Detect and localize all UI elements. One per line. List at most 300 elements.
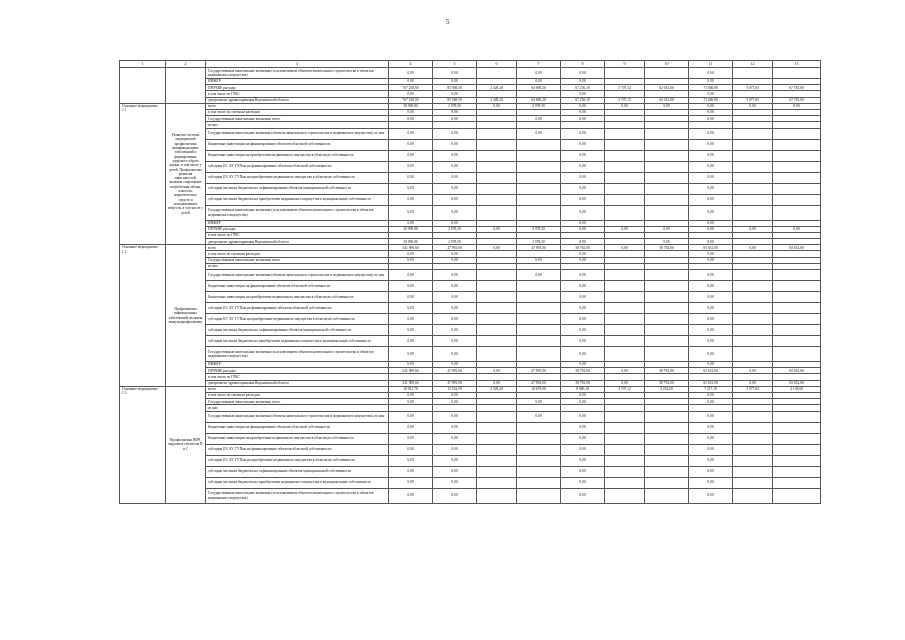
value-cell: [773, 325, 821, 336]
value-cell: 0,00: [433, 325, 477, 336]
table-row: [120, 270, 821, 281]
row-label: субсидии БУ, АУ, ГУПам на приобретение недвижимого имущества в областную собственность: [206, 455, 389, 466]
value-cell: [605, 444, 645, 455]
header-cell: 7: [517, 61, 561, 68]
value-cell: [605, 336, 645, 347]
header-cell: 11: [689, 61, 733, 68]
header-cell: 3: [206, 61, 389, 68]
value-cell: 0,00: [433, 109, 477, 115]
value-cell: 0,00: [389, 362, 433, 368]
value-cell: 10 679,00: [517, 386, 561, 392]
value-cell: 0,00: [433, 116, 477, 122]
table-row: [120, 172, 821, 183]
value-cell: [733, 336, 773, 347]
row-label: Государственные капитальные вложения (объекты капитального строительства и недвижимого имущества), из них: [206, 270, 389, 281]
value-cell: 73 460,80: [689, 97, 733, 103]
value-cell: [773, 150, 821, 161]
value-cell: 0,00: [689, 251, 733, 257]
value-cell: 0,00: [689, 161, 733, 172]
value-cell: 0,00: [689, 91, 733, 97]
value-cell: [517, 161, 561, 172]
value-cell: 0,00: [477, 245, 517, 251]
value-cell: 0,00: [773, 103, 821, 109]
value-cell: 0,00: [389, 292, 433, 303]
value-cell: [733, 325, 773, 336]
value-cell: 0,00: [389, 139, 433, 150]
header-cell: 6: [477, 61, 517, 68]
header-cell: 9: [605, 61, 645, 68]
value-cell: 2 328,20: [477, 85, 517, 91]
value-cell: 0,00: [389, 270, 433, 281]
value-cell: [477, 477, 517, 488]
value-cell: 0,00: [433, 477, 477, 488]
value-cell: 0,00: [433, 270, 477, 281]
value-cell: [733, 172, 773, 183]
value-cell: 0,00: [389, 91, 433, 97]
value-cell: [773, 139, 821, 150]
value-cell: 2 978,50: [517, 226, 561, 232]
row-label: Государственные капитальные вложения, всего: [206, 257, 389, 263]
row-label: в том числе по сметным расходам: [206, 109, 389, 115]
value-cell: [605, 292, 645, 303]
table-row: [120, 194, 821, 205]
value-cell: 5 707,12: [605, 97, 645, 103]
value-cell: 0,00: [689, 109, 733, 115]
value-cell: 0,00: [689, 281, 733, 292]
value-cell: 0,00: [433, 392, 477, 398]
value-cell: 0,00: [389, 172, 433, 183]
row-label: департамент здравоохранения Воронежской области: [206, 380, 389, 386]
value-cell: [645, 161, 689, 172]
page-number: 5: [446, 18, 450, 26]
value-cell: [645, 411, 689, 422]
value-cell: [477, 161, 517, 172]
value-cell: 0,00: [561, 433, 605, 444]
value-cell: [733, 422, 773, 433]
value-cell: [517, 325, 561, 336]
row-label: Государственные капитальные вложения (за исключением объектов капитального строительства и объектов недвижимого имущества): [206, 347, 389, 362]
header-cell: 5: [433, 61, 477, 68]
value-cell: 767 238,50: [389, 85, 433, 91]
value-cell: [517, 477, 561, 488]
value-cell: 0,00: [561, 257, 605, 263]
row-label: Бюджетные инвестиции на приобретение недвижимого имущества в областную собственность: [206, 292, 389, 303]
value-cell: 0,00: [605, 226, 645, 232]
row-label: субсидии БУ, АУ, ГУПам на финансирование объектов областной собственности: [206, 444, 389, 455]
value-cell: [733, 411, 773, 422]
value-cell: [733, 270, 773, 281]
value-cell: [645, 205, 689, 220]
row-label: ИНЖЕР: [206, 362, 389, 368]
value-cell: [733, 205, 773, 220]
value-cell: 58 792,00: [645, 245, 689, 251]
header-cell: 1: [120, 61, 166, 68]
event-name-cell: Профилактика инфекционных заболеваний, включая иммунопрофилактику: [166, 245, 206, 387]
row-label: субсидии местным бюджетам на приобретение недвижимого имущества в муниципальную собственность: [206, 336, 389, 347]
value-cell: 0,00: [561, 172, 605, 183]
row-label: департамент здравоохранения Воронежской области: [206, 97, 389, 103]
value-cell: 2 328,20: [477, 97, 517, 103]
value-cell: [645, 488, 689, 503]
value-cell: 0,00: [561, 303, 605, 314]
value-cell: 0,00: [561, 139, 605, 150]
value-cell: 0,00: [433, 251, 477, 257]
value-cell: 0,00: [561, 488, 605, 503]
value-cell: 2 978,50: [433, 226, 477, 232]
value-cell: 0,00: [689, 257, 733, 263]
value-cell: 0,00: [433, 281, 477, 292]
value-cell: [605, 303, 645, 314]
row-label: Бюджетные инвестиции на финансирование объектов областной собственности: [206, 139, 389, 150]
value-cell: 0,00: [689, 116, 733, 122]
value-cell: 0,00: [689, 183, 733, 194]
value-cell: [477, 292, 517, 303]
value-cell: 541 909,60: [389, 380, 433, 386]
value-cell: 0,00: [389, 399, 433, 405]
table-row: [120, 433, 821, 444]
table-row: [120, 488, 821, 503]
value-cell: 0,00: [433, 303, 477, 314]
value-cell: 67 256,10: [561, 85, 605, 91]
value-cell: 0,00: [433, 128, 477, 139]
value-cell: 0,00: [689, 392, 733, 398]
value-cell: 0,00: [477, 103, 517, 109]
value-cell: [517, 194, 561, 205]
value-cell: 0,00: [605, 245, 645, 251]
value-cell: 0,00: [433, 79, 477, 85]
value-cell: 0,00: [433, 411, 477, 422]
value-cell: 0,00: [733, 226, 773, 232]
value-cell: 0,00: [433, 161, 477, 172]
value-cell: 0,00: [561, 336, 605, 347]
value-cell: 0,00: [689, 128, 733, 139]
event-cell: Основное мероприятие 1.2: [120, 245, 166, 387]
value-cell: 0,00: [689, 303, 733, 314]
header-cell: 10: [645, 61, 689, 68]
value-cell: 73 460,80: [689, 85, 733, 91]
value-cell: [773, 455, 821, 466]
value-cell: 0,00: [389, 79, 433, 85]
value-cell: 5 707,12: [605, 85, 645, 91]
value-cell: 0,00: [477, 368, 517, 374]
value-cell: 0,00: [689, 433, 733, 444]
value-cell: [773, 183, 821, 194]
value-cell: 0,00: [433, 433, 477, 444]
value-cell: 2 978,50: [433, 239, 477, 245]
value-cell: 0,00: [433, 150, 477, 161]
row-label: субсидии ЕГ, АУ, ГУПам на финансирование объектов областной собственности: [206, 161, 389, 172]
value-cell: [773, 68, 821, 79]
row-label: субсидии местным бюджетам на приобретение недвижимого имущества в муниципальную собственность: [206, 477, 389, 488]
value-cell: 0,00: [389, 194, 433, 205]
value-cell: [477, 455, 517, 466]
value-cell: [733, 292, 773, 303]
value-cell: [477, 347, 517, 362]
value-cell: 0,00: [689, 139, 733, 150]
row-label: в том числе по ГРБС: [206, 374, 389, 380]
value-cell: 0,00: [561, 150, 605, 161]
value-cell: [517, 172, 561, 183]
header-cell: 4: [389, 61, 433, 68]
value-cell: 0,00: [477, 380, 517, 386]
value-cell: [645, 466, 689, 477]
value-cell: [733, 161, 773, 172]
value-cell: 47 993,00: [517, 368, 561, 374]
value-cell: 0,00: [689, 325, 733, 336]
value-cell: 0,00: [433, 336, 477, 347]
row-label: Государственные капитальные вложения (объекты капитального строительства и недвижимого имущества), из них: [206, 411, 389, 422]
value-cell: 62 014,00: [645, 97, 689, 103]
row-label: Бюджетные инвестиции на приобретение недвижимого имущества в областную собственность: [206, 150, 389, 161]
value-cell: [733, 347, 773, 362]
value-cell: [477, 172, 517, 183]
value-cell: 0,00: [517, 68, 561, 79]
value-cell: [773, 292, 821, 303]
value-cell: [605, 455, 645, 466]
value-cell: 0,00: [689, 488, 733, 503]
value-cell: 47 993,00: [433, 380, 477, 386]
value-cell: [477, 270, 517, 281]
value-cell: [477, 433, 517, 444]
value-cell: 0,00: [389, 347, 433, 362]
value-cell: [645, 433, 689, 444]
value-cell: [645, 292, 689, 303]
value-cell: 0,00: [389, 220, 433, 226]
value-cell: 85 568,50: [433, 97, 477, 103]
row-label: субсидии БУ, АУ, ГУПам на приобретение недвижимого имущества в областную собственность: [206, 172, 389, 183]
value-cell: 0,00: [389, 466, 433, 477]
value-cell: 5 707,12: [605, 386, 645, 392]
value-cell: 0,00: [433, 466, 477, 477]
value-cell: 2 978,50: [517, 239, 561, 245]
value-cell: 0,00: [561, 270, 605, 281]
value-cell: [517, 292, 561, 303]
value-cell: [645, 150, 689, 161]
value-cell: 0,00: [689, 314, 733, 325]
table-row: [120, 128, 821, 139]
row-label: субсидии БУ, АУ, ГУПам на финансирование объектов областной собственности: [206, 303, 389, 314]
value-cell: 0,00: [433, 205, 477, 220]
value-cell: [733, 466, 773, 477]
value-cell: 0,00: [389, 183, 433, 194]
value-cell: 0,00: [433, 488, 477, 503]
value-cell: [605, 347, 645, 362]
value-cell: 58 792,00: [645, 380, 689, 386]
value-cell: 0,00: [561, 325, 605, 336]
value-cell: 0,00: [561, 205, 605, 220]
header-cell: 2: [166, 61, 206, 68]
value-cell: [773, 347, 821, 362]
value-cell: 0,00: [733, 103, 773, 109]
table-row: [120, 303, 821, 314]
row-label: из них: [206, 405, 389, 411]
value-cell: 0,00: [561, 411, 605, 422]
value-cell: [517, 183, 561, 194]
value-cell: [605, 411, 645, 422]
value-cell: 0,00: [689, 336, 733, 347]
value-cell: [645, 444, 689, 455]
value-cell: [477, 411, 517, 422]
value-cell: 2 978,50: [433, 103, 477, 109]
value-cell: 0,00: [689, 103, 733, 109]
value-cell: [733, 194, 773, 205]
value-cell: 0,00: [433, 220, 477, 226]
value-cell: 0,00: [389, 411, 433, 422]
value-cell: 0,00: [433, 292, 477, 303]
row-label: всего: [206, 245, 389, 251]
row-label: в том числе по ГРБС: [206, 91, 389, 97]
value-cell: 0,00: [645, 239, 689, 245]
value-cell: 0,00: [433, 183, 477, 194]
value-cell: 0,00: [689, 477, 733, 488]
value-cell: [733, 477, 773, 488]
row-label: Государственные капитальные вложения (объекты капитального строительства и недвижимого имущества), из них: [206, 128, 389, 139]
value-cell: [733, 433, 773, 444]
value-cell: [477, 281, 517, 292]
row-label: Государственные капитальные вложения, всего: [206, 399, 389, 405]
value-cell: [645, 128, 689, 139]
value-cell: [645, 139, 689, 150]
value-cell: 58 792,00: [645, 368, 689, 374]
row-label: субсидии БУ, АУ, ГУПам на приобретение недвижимого имущества в областную собственность: [206, 314, 389, 325]
value-cell: 47 993,00: [433, 245, 477, 251]
value-cell: 13 162,50: [433, 386, 477, 392]
value-cell: 2 328,20: [477, 386, 517, 392]
value-cell: 29 990,80: [389, 226, 433, 232]
value-cell: 0,00: [389, 150, 433, 161]
value-cell: 0,00: [433, 444, 477, 455]
value-cell: 0,00: [561, 194, 605, 205]
value-cell: [773, 270, 821, 281]
value-cell: 0,00: [733, 368, 773, 374]
value-cell: 0,00: [561, 292, 605, 303]
value-cell: 0,00: [433, 194, 477, 205]
value-cell: 0,00: [605, 368, 645, 374]
value-cell: 0,00: [561, 466, 605, 477]
value-cell: 65 652,00: [689, 245, 733, 251]
value-cell: 5 077,63: [733, 97, 773, 103]
value-cell: 0,00: [561, 239, 605, 245]
value-cell: 0,00: [389, 205, 433, 220]
value-cell: 0,00: [433, 362, 477, 368]
table-row: [120, 183, 821, 194]
value-cell: 0,00: [433, 139, 477, 150]
row-label: субсидии местным бюджетам на софинансирование объектов муниципальной собственности: [206, 325, 389, 336]
value-cell: [645, 455, 689, 466]
value-cell: [517, 150, 561, 161]
value-cell: [773, 194, 821, 205]
value-cell: [477, 314, 517, 325]
value-cell: 67 256,10: [561, 97, 605, 103]
value-cell: 0,00: [561, 68, 605, 79]
value-cell: [605, 194, 645, 205]
event-name-cell: Профилактика ВИЧ, вирусных гепатитов В и С: [166, 386, 206, 503]
value-cell: [645, 194, 689, 205]
event-cell: [120, 68, 166, 104]
value-cell: [773, 303, 821, 314]
value-cell: [733, 68, 773, 79]
value-cell: 0,00: [689, 399, 733, 405]
value-cell: [517, 139, 561, 150]
value-cell: 58 792,00: [561, 368, 605, 374]
value-cell: 0,00: [561, 477, 605, 488]
value-cell: [517, 488, 561, 503]
value-cell: 0,00: [689, 150, 733, 161]
value-cell: 0,00: [689, 239, 733, 245]
value-cell: 0,00: [389, 488, 433, 503]
value-cell: 0,00: [477, 226, 517, 232]
value-cell: 0,00: [561, 91, 605, 97]
value-cell: 0,00: [561, 183, 605, 194]
table-row: [120, 292, 821, 303]
value-cell: [605, 466, 645, 477]
value-cell: [773, 466, 821, 477]
row-label: в том числе по ГРБС: [206, 232, 389, 238]
value-cell: [605, 477, 645, 488]
value-cell: 64 669,20: [517, 97, 561, 103]
table-row: [120, 455, 821, 466]
value-cell: 0,00: [433, 399, 477, 405]
value-cell: [773, 281, 821, 292]
value-cell: [477, 422, 517, 433]
row-label: в том числе по сметным расходам: [206, 251, 389, 257]
table-row: [120, 477, 821, 488]
event-name-cell: Развитие системы медицинской профилактики неинфекционных заболеваний и формирование здорового образа жизни, в том числе у детей. Профилактика развития зависимостей, включая сокращение потребления табака, алкоголя, наркотических средств и психоактивных веществ, в том числе у детей: [166, 103, 206, 245]
value-cell: [733, 303, 773, 314]
value-cell: [645, 303, 689, 314]
value-cell: [477, 150, 517, 161]
value-cell: [517, 455, 561, 466]
row-label: всего: [206, 103, 389, 109]
value-cell: [605, 281, 645, 292]
value-cell: 0,00: [517, 257, 561, 263]
table-row: [120, 325, 821, 336]
value-cell: [645, 336, 689, 347]
value-cell: 0,00: [433, 455, 477, 466]
value-cell: 0,00: [389, 257, 433, 263]
value-cell: [773, 336, 821, 347]
value-cell: [733, 139, 773, 150]
table-row: [120, 347, 821, 362]
row-label: субсидии местным бюджетам на приобретение недвижимого имущества в муниципальную собственность: [206, 194, 389, 205]
value-cell: 47 993,00: [517, 380, 561, 386]
value-cell: 0,00: [433, 68, 477, 79]
value-cell: [773, 314, 821, 325]
header-cell: 12: [733, 61, 773, 68]
value-cell: 65 652,00: [689, 380, 733, 386]
value-cell: 0,00: [689, 362, 733, 368]
value-cell: 58 792,00: [561, 380, 605, 386]
value-cell: 5 077,63: [733, 386, 773, 392]
row-label: ПРОЧИЕ расходы: [206, 85, 389, 91]
table-row: [120, 466, 821, 477]
value-cell: [773, 411, 821, 422]
row-label: из них: [206, 263, 389, 269]
value-cell: [477, 128, 517, 139]
value-cell: 67 782,00: [773, 97, 821, 103]
value-cell: 0,00: [389, 325, 433, 336]
value-cell: 0,00: [389, 336, 433, 347]
value-cell: [733, 150, 773, 161]
value-cell: [733, 281, 773, 292]
value-cell: 0,00: [517, 270, 561, 281]
value-cell: 0,00: [389, 392, 433, 398]
event-cell: Основное мероприятие 1.1: [120, 103, 166, 245]
value-cell: 0,00: [561, 455, 605, 466]
value-cell: [477, 303, 517, 314]
value-cell: 0,00: [433, 314, 477, 325]
value-cell: 0,00: [689, 205, 733, 220]
